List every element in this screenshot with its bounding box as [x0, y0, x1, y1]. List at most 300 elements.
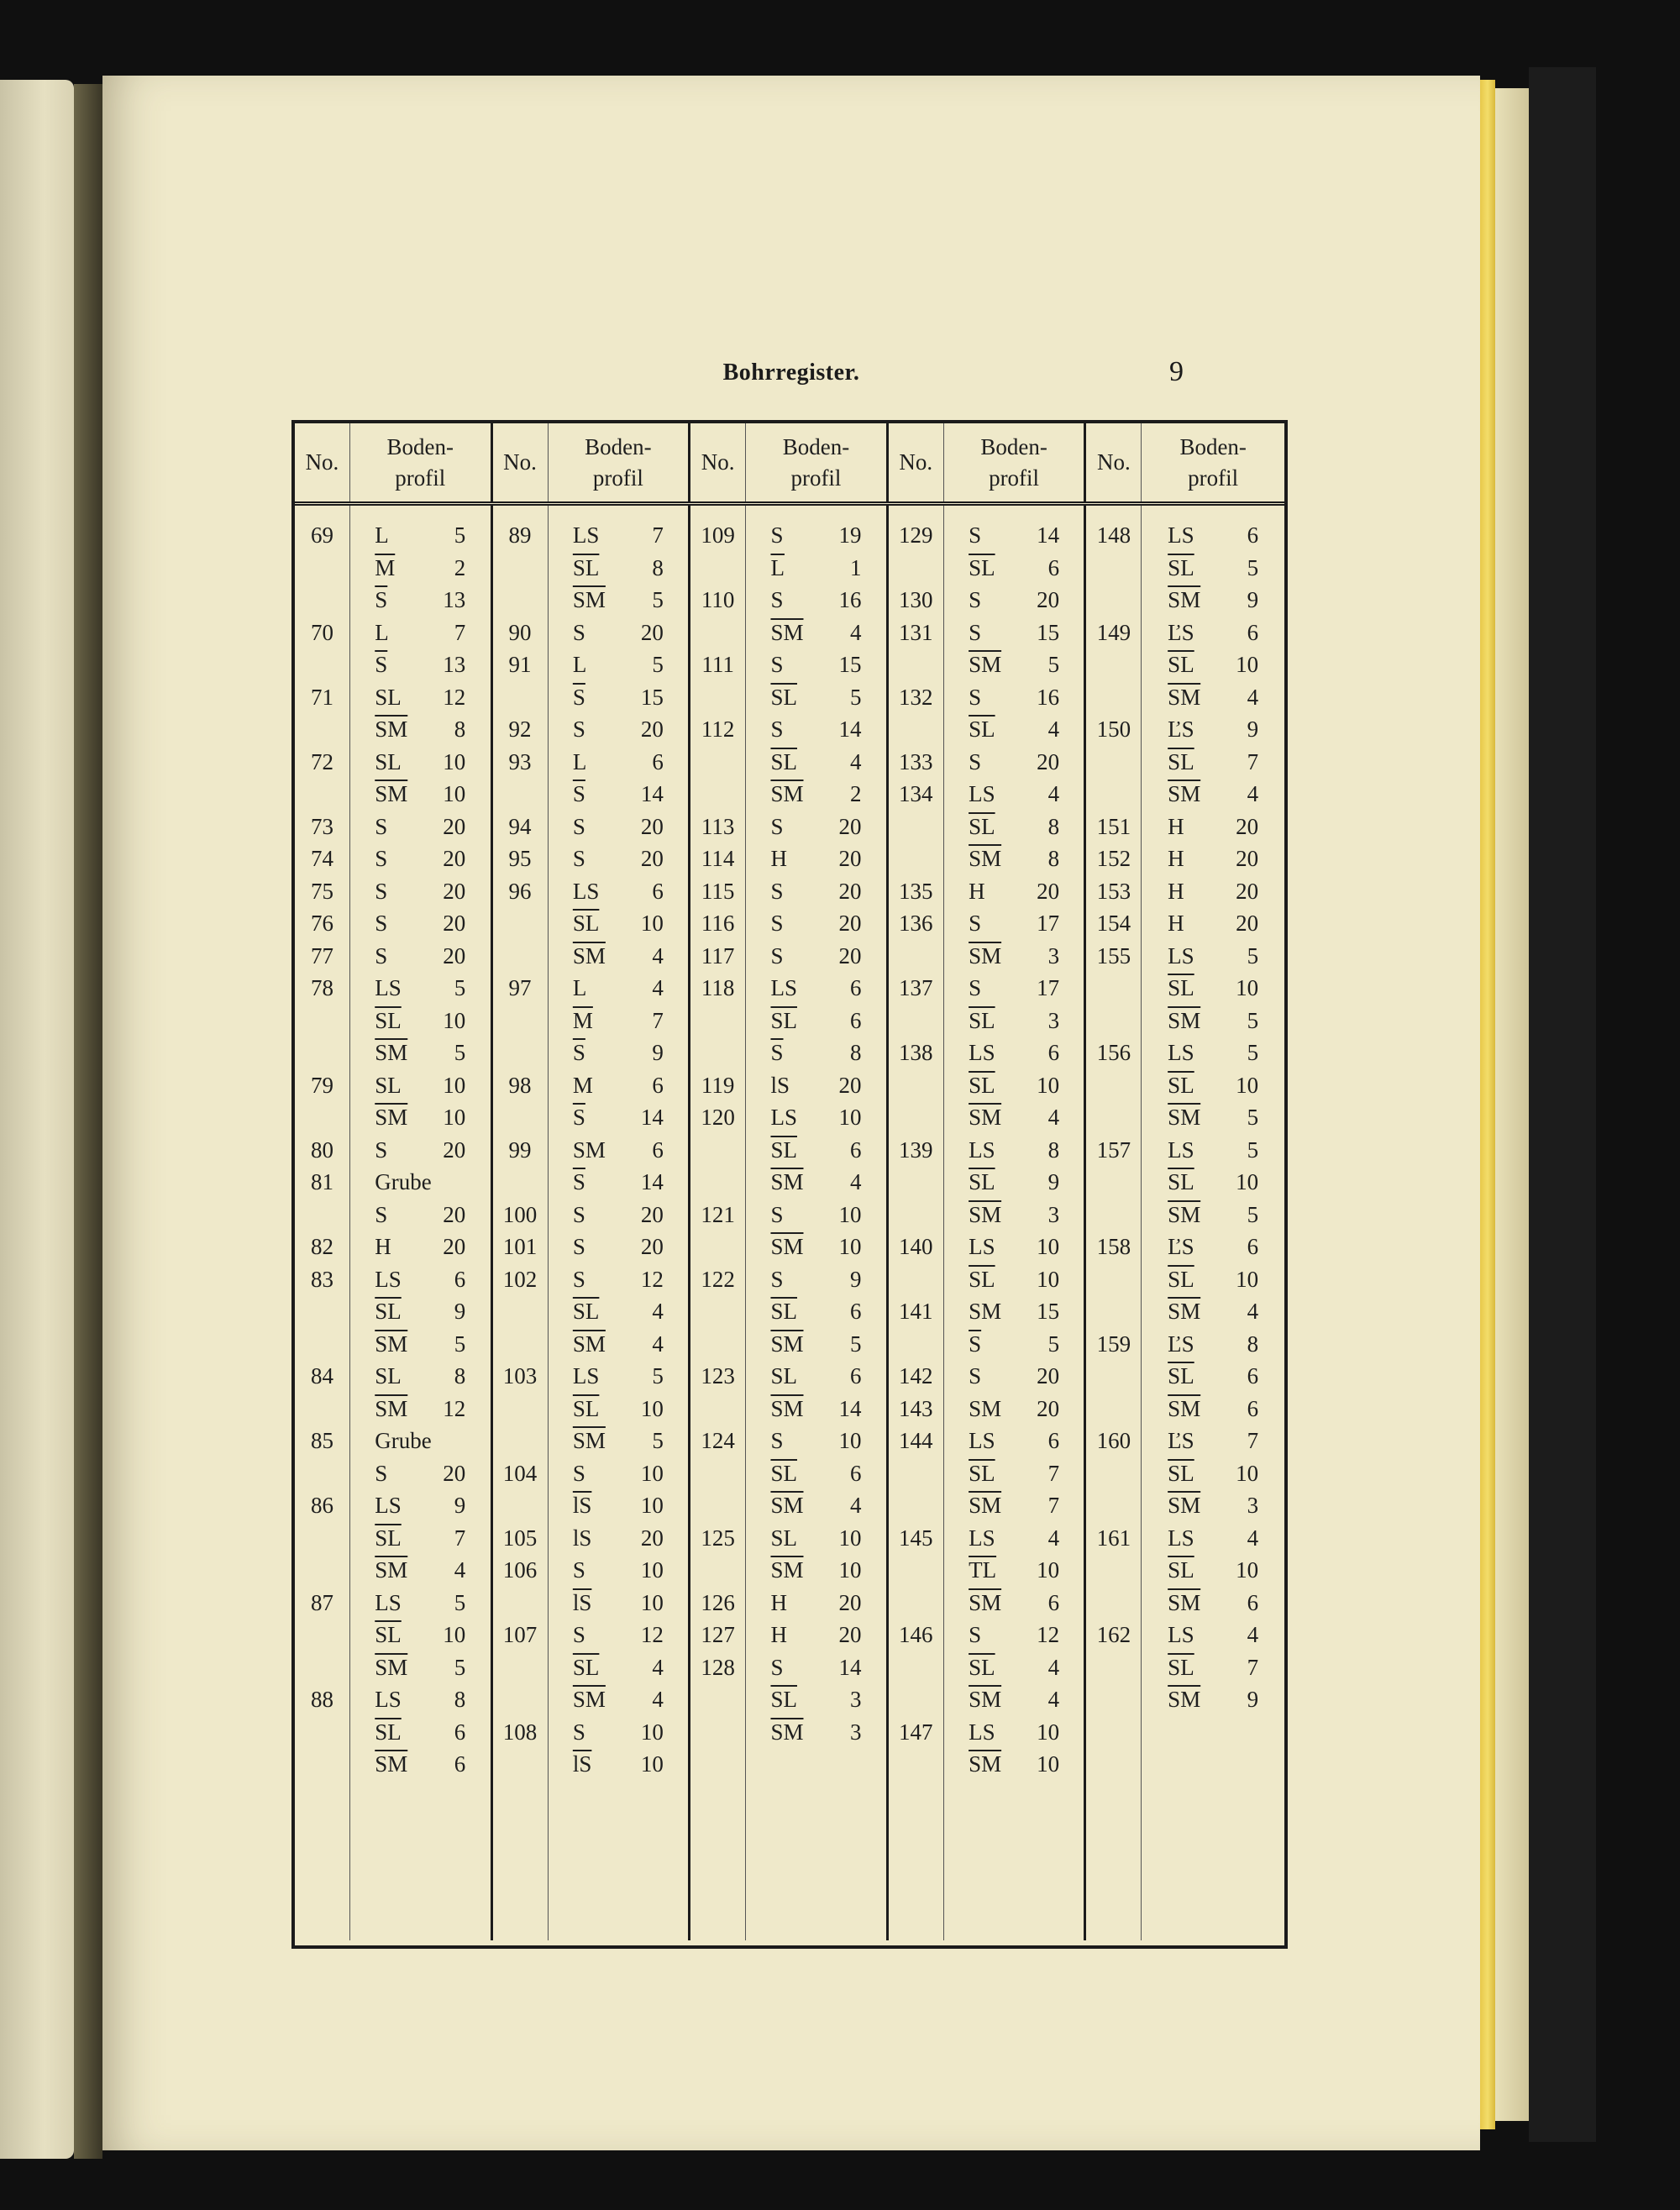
bore-number — [493, 552, 548, 585]
layer-depth: 9 — [454, 1493, 466, 1518]
bore-number — [493, 1489, 548, 1522]
profile-layer — [746, 584, 886, 617]
soil-type-code: S — [969, 975, 982, 1000]
layer-depth: 6 — [1047, 1428, 1060, 1453]
bore-number: 95 — [508, 846, 532, 871]
soil-type-code: $\overline{SM}$ — [1168, 1007, 1201, 1033]
profile-layer — [1142, 648, 1284, 681]
bore-number — [493, 1037, 548, 1069]
soil-type-code: $\overline{SL}$ — [770, 1007, 797, 1033]
soil-type-code: SL — [375, 684, 402, 710]
profile-layer — [350, 1457, 491, 1490]
bore-number — [493, 907, 548, 940]
bore-number — [1086, 1005, 1141, 1037]
layer-depth: 5 — [1247, 554, 1259, 580]
layer-depth: 6 — [454, 1266, 466, 1292]
layer-depth: 4 — [1247, 1299, 1259, 1324]
layer-depth: 20 — [1236, 878, 1259, 904]
page-number: 9 — [1169, 356, 1184, 387]
profile-layer — [746, 1393, 886, 1425]
soil-type-code: $\overline{SL}$ — [969, 1266, 995, 1292]
soil-type-code: LS — [1168, 522, 1194, 548]
bore-number: 156 — [1096, 1040, 1131, 1065]
layer-depth: 4 — [1247, 781, 1259, 806]
profile-layer — [350, 1134, 491, 1167]
soil-type-code: H — [969, 878, 985, 904]
bore-number — [493, 681, 548, 714]
bore-number: 111 — [701, 652, 734, 677]
soil-type-code: $\overline{M}$ — [572, 1007, 593, 1033]
layer-depth: 20 — [443, 1201, 466, 1227]
profile-layer — [746, 1716, 886, 1749]
profile-layer — [746, 1651, 886, 1684]
bore-number — [889, 940, 943, 973]
soil-type-code: ĽS — [1168, 1234, 1194, 1259]
soil-type-code: S — [572, 1622, 585, 1647]
soil-type-code: LS — [969, 1525, 995, 1551]
bore-number — [295, 648, 349, 681]
layer-depth: 7 — [652, 522, 664, 548]
soil-type-code: $\overline{SL}$ — [969, 813, 995, 839]
bore-number: 76 — [310, 911, 333, 936]
bore-number: 74 — [310, 846, 333, 871]
profile-layer — [549, 584, 689, 617]
profile-layer — [1142, 1587, 1284, 1619]
profile-layer — [549, 972, 689, 1005]
bore-number: 116 — [701, 911, 735, 936]
profile-layer — [746, 1166, 886, 1199]
layer-depth: 5 — [652, 587, 664, 612]
layer-depth: 3 — [1047, 1201, 1060, 1227]
bore-number: 155 — [1096, 942, 1131, 969]
bore-number — [295, 1101, 349, 1134]
layer-depth: 20 — [838, 813, 862, 839]
bore-number: 145 — [899, 1525, 933, 1551]
soil-type-code: LS — [1168, 1525, 1194, 1551]
layer-depth: 13 — [443, 652, 466, 677]
profile-layer — [944, 1199, 1084, 1231]
soil-type-code: $\overline{SL}$ — [1168, 748, 1194, 774]
bore-number — [889, 1328, 943, 1361]
soil-type-code: SM — [572, 1136, 606, 1163]
profile-layer — [549, 1748, 689, 1781]
column-bodenprofil — [350, 506, 493, 1940]
soil-type-code: $\overline{S}$ — [375, 587, 388, 612]
soil-type-code: S — [770, 587, 784, 612]
bore-number — [889, 1166, 943, 1199]
profile-layer — [944, 1393, 1084, 1425]
profile-layer — [549, 648, 689, 681]
profile-layer — [746, 1489, 886, 1522]
soil-type-code: $\overline{SM}$ — [969, 1589, 1002, 1615]
profile-layer — [944, 1457, 1084, 1490]
soil-type-code: $\overline{TL}$ — [969, 1557, 997, 1583]
bore-number: 102 — [502, 1266, 538, 1292]
bore-number — [690, 617, 745, 649]
bore-number — [1086, 746, 1141, 779]
soil-type-code: $\overline{SM}$ — [375, 1557, 408, 1583]
layer-depth: 17 — [1037, 911, 1060, 936]
layer-depth: 3 — [1247, 1493, 1259, 1518]
layer-depth: 4 — [849, 619, 862, 645]
bore-number — [1086, 681, 1141, 714]
profile-layer — [746, 681, 886, 714]
bore-number — [690, 1683, 745, 1716]
profile-layer — [944, 875, 1084, 908]
layer-depth: 5 — [454, 1589, 466, 1615]
bore-number — [1086, 1651, 1141, 1684]
soil-type-code: SL — [375, 748, 402, 774]
layer-depth: 20 — [838, 942, 862, 969]
soil-type-code: S — [375, 1136, 388, 1163]
bore-number: 92 — [508, 717, 532, 742]
bore-number — [295, 1328, 349, 1361]
bore-number — [295, 1522, 349, 1555]
profile-layer — [746, 1360, 886, 1393]
bore-number — [889, 648, 943, 681]
bore-number — [493, 1683, 548, 1716]
layer-depth: 10 — [640, 1460, 664, 1486]
layer-depth: 4 — [1047, 1654, 1060, 1680]
bore-number: 127 — [701, 1622, 735, 1647]
bore-number: 94 — [508, 813, 532, 839]
bore-number: 100 — [502, 1201, 538, 1227]
bore-number — [889, 1101, 943, 1134]
bore-number — [1086, 1393, 1141, 1425]
bore-number: 113 — [701, 813, 735, 839]
header-bodenprofil: Boden- profil — [350, 423, 493, 501]
soil-type-code: LS — [375, 1687, 402, 1712]
layer-depth: 9 — [849, 1266, 862, 1292]
soil-type-code: SM — [969, 1299, 1002, 1324]
layer-depth: 14 — [838, 717, 862, 742]
bore-number: 72 — [310, 748, 333, 774]
layer-depth: 12 — [443, 1395, 466, 1421]
profile-layer — [549, 1328, 689, 1361]
bore-number: 69 — [310, 522, 333, 548]
column-bodenprofil — [944, 506, 1087, 1940]
soil-type-code: $\overline{SL}$ — [375, 1299, 402, 1324]
layer-depth: 5 — [454, 1654, 466, 1680]
profile-layer — [1142, 1425, 1284, 1457]
bore-number — [690, 1489, 745, 1522]
bore-number — [690, 746, 745, 779]
profile-layer — [549, 1683, 689, 1716]
profile-layer — [944, 1489, 1084, 1522]
layer-depth: 10 — [1037, 1234, 1060, 1259]
layer-depth: 5 — [454, 975, 466, 1000]
soil-type-code: S — [572, 1460, 585, 1486]
soil-type-code: $\overline{SL}$ — [969, 1007, 995, 1033]
profile-layer — [746, 713, 886, 746]
soil-type-code: $\overline{SM}$ — [375, 1654, 408, 1680]
bore-number — [493, 1587, 548, 1619]
layer-depth: 8 — [849, 1040, 862, 1065]
soil-type-code: $\overline{SL}$ — [1168, 1363, 1194, 1388]
layer-depth: 8 — [1247, 1331, 1259, 1357]
profile-layer — [1142, 1328, 1284, 1361]
soil-type-code: S — [969, 1622, 982, 1647]
bore-number — [1086, 1457, 1141, 1490]
soil-type-code: $\overline{SL}$ — [770, 684, 797, 710]
layer-depth: 10 — [838, 1525, 862, 1551]
profile-layer — [746, 1231, 886, 1263]
layer-depth: 20 — [640, 717, 664, 742]
soil-type-code: S — [572, 813, 585, 839]
soil-type-code: SL — [770, 1525, 797, 1551]
soil-type-code: $\overline{SM}$ — [770, 1719, 804, 1745]
bore-number: 105 — [502, 1525, 538, 1551]
profile-layer — [746, 552, 886, 585]
profile-layer — [944, 1037, 1084, 1069]
bore-number — [1086, 778, 1141, 811]
soil-type-code: $\overline{S}$ — [375, 652, 388, 677]
layer-depth: 3 — [1047, 1007, 1060, 1033]
profile-layer — [549, 1587, 689, 1619]
layer-depth: 20 — [838, 878, 862, 904]
profile-layer — [1142, 1199, 1284, 1231]
soil-type-code: LS — [1168, 1136, 1194, 1163]
profile-layer — [1142, 1651, 1284, 1684]
bore-number: 157 — [1096, 1136, 1131, 1163]
soil-type-code: S — [375, 942, 388, 969]
soil-type-code: LS — [1168, 942, 1194, 969]
layer-depth: 9 — [1247, 587, 1259, 612]
soil-type-code: LS — [770, 975, 797, 1000]
profile-note: Grube — [375, 1169, 432, 1194]
soil-type-code: $\overline{SM}$ — [375, 1040, 408, 1065]
soil-type-code: S — [969, 1363, 982, 1388]
bore-number: 129 — [899, 522, 933, 548]
profile-layer — [746, 1683, 886, 1716]
soil-type-code: H — [770, 1622, 787, 1647]
layer-depth: 7 — [1047, 1460, 1060, 1486]
bore-number: 87 — [310, 1589, 333, 1615]
profile-layer — [944, 1134, 1084, 1167]
bore-number — [690, 1231, 745, 1263]
layer-depth: 10 — [443, 1007, 466, 1033]
bore-number: 104 — [502, 1460, 538, 1486]
soil-type-code: lS — [770, 1072, 790, 1098]
profile-layer — [1142, 1619, 1284, 1651]
bore-number: 120 — [701, 1105, 735, 1130]
layer-depth: 6 — [1047, 554, 1060, 580]
soil-type-code: $\overline{SL}$ — [572, 1395, 600, 1421]
bore-number: 135 — [899, 878, 933, 904]
soil-type-code: $\overline{SM}$ — [1168, 1493, 1201, 1518]
layer-depth: 10 — [1236, 652, 1259, 677]
soil-type-code: $\overline{lS}$ — [572, 1589, 592, 1615]
profile-layer — [944, 811, 1084, 843]
profile-layer — [944, 907, 1084, 940]
profile-layer — [746, 1134, 886, 1167]
layer-depth: 10 — [1236, 1460, 1259, 1486]
bore-number: 70 — [310, 619, 333, 645]
profile-layer — [944, 519, 1084, 552]
column-bodenprofil — [746, 506, 889, 1940]
profile-layer — [350, 681, 491, 714]
profile-layer — [350, 1587, 491, 1619]
header-no: No. — [690, 423, 746, 501]
profile-layer — [549, 1295, 689, 1328]
bore-number: 73 — [310, 813, 333, 839]
soil-type-code: $\overline{SM}$ — [572, 587, 606, 612]
soil-type-code: H — [1168, 846, 1184, 871]
profile-layer — [1142, 1101, 1284, 1134]
profile-layer — [1142, 1005, 1284, 1037]
layer-depth: 14 — [640, 1169, 664, 1194]
bore-number: 89 — [508, 522, 532, 548]
profile-layer — [549, 1005, 689, 1037]
bore-number — [889, 811, 943, 843]
layer-depth: 3 — [849, 1719, 862, 1745]
layer-depth: 5 — [652, 652, 664, 677]
column-no — [889, 506, 944, 1940]
layer-depth: 6 — [652, 748, 664, 774]
soil-type-code: $\overline{SM}$ — [375, 1331, 408, 1357]
bore-number — [889, 713, 943, 746]
bore-number — [889, 1651, 943, 1684]
soil-type-code: ĽS — [1168, 1331, 1194, 1357]
profile-layer — [944, 617, 1084, 649]
table-body — [295, 506, 1284, 1940]
layer-depth: 2 — [454, 554, 466, 580]
layer-depth: 6 — [454, 1751, 466, 1777]
layer-depth: 5 — [1247, 1105, 1259, 1130]
layer-depth: 20 — [443, 1460, 466, 1486]
bore-number — [690, 1005, 745, 1037]
profile-layer — [746, 875, 886, 908]
profile-layer — [549, 1425, 689, 1457]
soil-type-code: $\overline{SL}$ — [1168, 1557, 1194, 1583]
bore-number: 124 — [701, 1428, 735, 1453]
profile-layer — [549, 1166, 689, 1199]
soil-type-code: S — [375, 1460, 388, 1486]
soil-type-code: $\overline{lS}$ — [572, 1751, 592, 1777]
soil-type-code: L — [572, 652, 587, 677]
profile-layer — [746, 940, 886, 973]
profile-layer — [746, 843, 886, 875]
layer-depth: 10 — [640, 911, 664, 936]
layer-depth: 5 — [1047, 652, 1060, 677]
layer-depth: 10 — [1037, 1072, 1060, 1098]
bore-number: 109 — [701, 522, 735, 548]
profile-layer — [549, 1522, 689, 1555]
bore-number: 134 — [899, 781, 933, 806]
bore-number: 99 — [508, 1136, 532, 1163]
column-no — [493, 506, 549, 1940]
layer-depth: 12 — [443, 684, 466, 710]
layer-depth: 4 — [652, 1331, 664, 1357]
layer-depth: 20 — [443, 846, 466, 871]
bore-number — [690, 1134, 745, 1167]
layer-depth: 16 — [1037, 684, 1060, 710]
layer-depth: 10 — [1236, 1169, 1259, 1194]
bore-number: 90 — [508, 619, 532, 645]
profile-layer — [944, 1683, 1084, 1716]
bore-number — [493, 1101, 548, 1134]
soil-type-code: ĽS — [1168, 1428, 1194, 1453]
profile-layer — [746, 1295, 886, 1328]
layer-depth: 10 — [838, 1428, 862, 1453]
profile-layer — [350, 1683, 491, 1716]
profile-layer — [549, 940, 689, 973]
layer-depth: 14 — [838, 1395, 862, 1421]
bore-number — [889, 1748, 943, 1781]
soil-type-code: $\overline{S}$ — [572, 684, 585, 710]
profile-layer — [350, 1263, 491, 1296]
soil-type-code: $\overline{SL}$ — [969, 1169, 995, 1194]
soil-type-code: L — [572, 975, 587, 1000]
profile-layer — [746, 1425, 886, 1457]
profile-layer — [350, 1425, 491, 1457]
soil-type-code: $\overline{SL}$ — [572, 554, 600, 580]
bore-number: 81 — [310, 1169, 333, 1194]
profile-layer — [549, 907, 689, 940]
bore-number — [295, 584, 349, 617]
profile-layer — [1142, 940, 1284, 973]
bore-number: 161 — [1096, 1525, 1131, 1551]
profile-layer — [746, 1037, 886, 1069]
soil-type-code: $\overline{SM}$ — [770, 1234, 804, 1259]
soil-type-code: $\overline{SM}$ — [375, 717, 408, 742]
profile-layer — [549, 1393, 689, 1425]
profile-layer — [350, 617, 491, 649]
layer-depth: 20 — [1037, 1395, 1060, 1421]
layer-depth: 20 — [838, 1622, 862, 1647]
bore-number — [295, 1199, 349, 1231]
bore-number — [1086, 1069, 1141, 1102]
bore-number: 130 — [899, 587, 933, 612]
layer-depth: 6 — [1247, 1589, 1259, 1615]
layer-depth: 20 — [1037, 878, 1060, 904]
soil-type-code: LS — [572, 1363, 600, 1388]
bore-number: 136 — [899, 911, 933, 936]
page-block-edge — [1495, 88, 1529, 2121]
profile-layer — [350, 1716, 491, 1749]
profile-layer — [944, 1295, 1084, 1328]
profile-layer — [350, 1651, 491, 1684]
soil-type-code: H — [1168, 878, 1184, 904]
profile-layer — [1142, 1134, 1284, 1167]
layer-depth: 5 — [1247, 942, 1259, 969]
soil-type-code: S — [572, 717, 585, 742]
profile-layer — [944, 1425, 1084, 1457]
soil-type-code: LS — [572, 878, 600, 904]
profile-layer — [746, 972, 886, 1005]
layer-depth: 10 — [640, 1395, 664, 1421]
bore-number — [493, 1425, 548, 1457]
bore-number — [295, 1651, 349, 1684]
layer-depth: 10 — [443, 781, 466, 806]
profile-layer — [944, 1166, 1084, 1199]
profile-layer — [944, 1263, 1084, 1296]
profile-layer — [1142, 811, 1284, 843]
layer-depth: 6 — [849, 1007, 862, 1033]
bore-number: 131 — [899, 619, 933, 645]
profile-layer — [549, 617, 689, 649]
layer-depth: 10 — [640, 1589, 664, 1615]
profile-layer — [746, 746, 886, 779]
layer-depth: 7 — [454, 619, 466, 645]
profile-layer — [350, 875, 491, 908]
soil-type-code: L — [572, 748, 587, 774]
profile-layer — [350, 1231, 491, 1263]
soil-type-code: S — [572, 846, 585, 871]
layer-depth: 10 — [838, 1105, 862, 1130]
profile-layer — [350, 843, 491, 875]
bore-number: 126 — [701, 1589, 735, 1615]
